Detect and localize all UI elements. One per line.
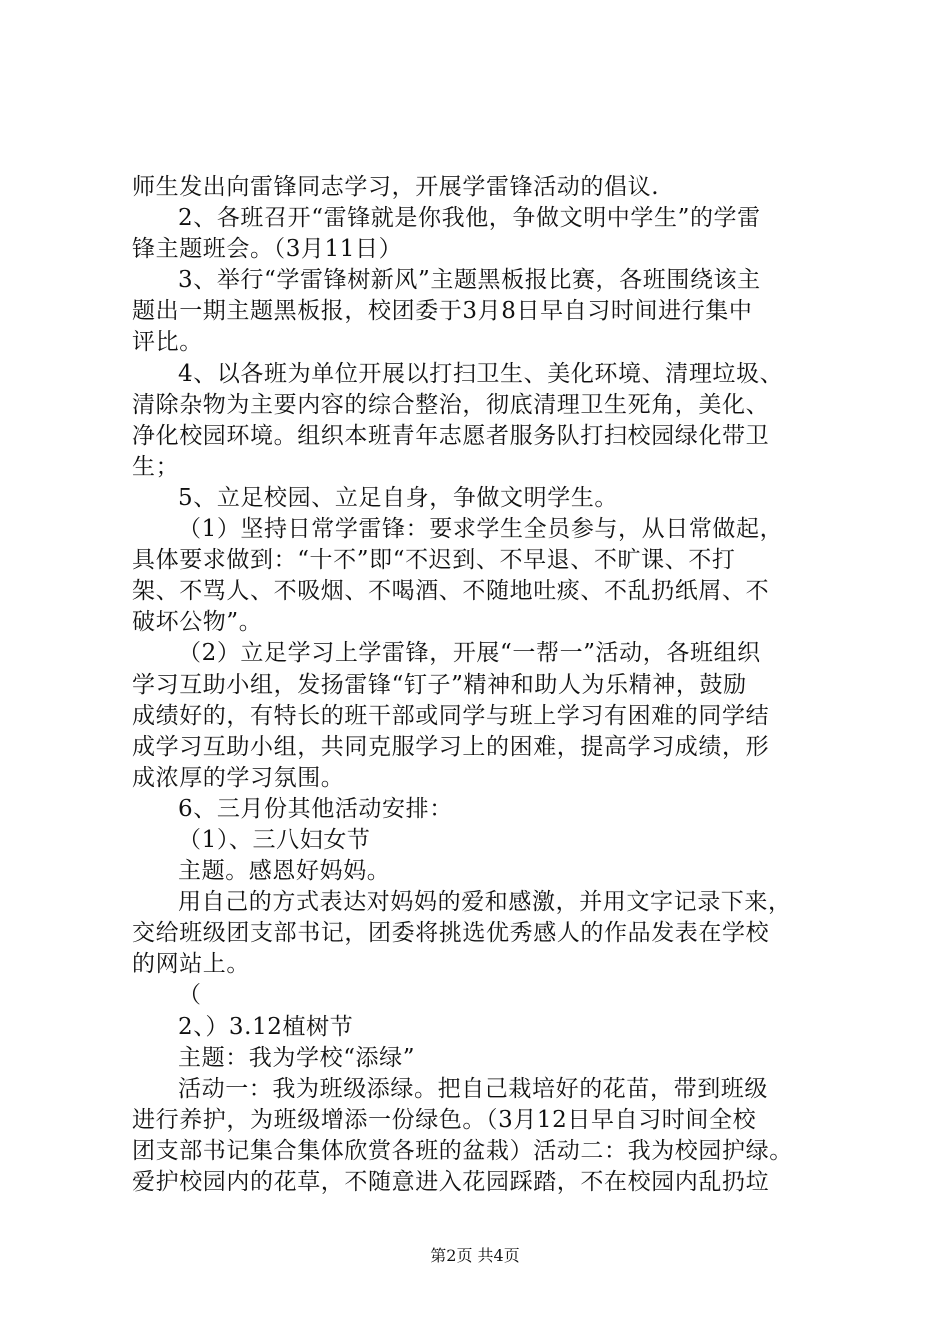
text-line: 主题：我为学校“添绿” [178, 1044, 416, 1071]
text-line: 6、三月份其他活动安排： [178, 795, 453, 822]
text-line: 成学习互助小组，共同克服学习上的困难，提高学习成绩，形 [132, 733, 770, 760]
text-line: 评比。 [132, 329, 203, 356]
text-line: 2、各班召开“雷锋就是你我他，争做文明中学生”的学雷 [178, 205, 761, 232]
text-line: 师生发出向雷锋同志学习，开展学雷锋活动的倡议. [132, 174, 660, 200]
text-line: 团支部书记集合集体欣赏各班的盆栽）活动二：我为校园护绿。 [132, 1137, 793, 1164]
text-line: 3、举行“学雷锋树新风”主题黑板报比赛，各班围绕该主 [178, 267, 761, 294]
text-line: 破坏公物”。 [132, 609, 263, 636]
text-line: 具体要求做到：“十不”即“不迟到、不早退、不旷课、不打 [132, 547, 736, 574]
text-line: （ [178, 982, 202, 1009]
text-line: 进行养护，为班级增添一份绿色。（3月12日早自习时间全校 [132, 1106, 757, 1133]
text-line: 交给班级团支部书记，团委将挑选优秀感人的作品发表在学校 [132, 920, 770, 947]
text-line: 清除杂物为主要内容的综合整治，彻底清理卫生死角，美化、 [132, 391, 770, 418]
text-line: 题出一期主题黑板报，校团委于3月8日早自习时间进行集中 [132, 298, 753, 325]
text-line: 成绩好的，有特长的班干部或同学与班上学习有困难的同学结 [132, 702, 770, 729]
text-line: 学习互助小组，发扬雷锋“钉子”精神和助人为乐精神，鼓励 [132, 671, 747, 698]
text-line: 锋主题班会。（3月11日） [132, 236, 403, 263]
text-line: 活动一：我为班级添绿。把自己栽培好的花苗，带到班级 [178, 1075, 768, 1102]
text-line: （1）坚持日常学雷锋：要求学生全员参与，从日常做起， [178, 516, 784, 543]
text-line: 5、立足校园、立足自身，争做文明学生。 [178, 484, 619, 511]
text-line: 4、以各班为单位开展以打扫卫生、美化环境、清理垃圾、 [178, 360, 784, 387]
text-line: 生； [132, 453, 180, 480]
text-line: （1）、三八妇女节 [178, 826, 371, 853]
text-line: 架、不骂人、不吸烟、不喝酒、不随地吐痰、不乱扔纸屑、不 [132, 578, 770, 605]
text-line: 用自己的方式表达对妈妈的爱和感激，并用文字记录下来， [178, 889, 792, 916]
text-line: （2）立足学习上学雷锋，开展“一帮一”活动，各班组织 [178, 640, 761, 667]
text-line: 净化校园环境。组织本班青年志愿者服务队打扫校园绿化带卫 [132, 422, 770, 449]
document-body [132, 172, 832, 1198]
text-line: 的网站上。 [132, 951, 250, 978]
text-line: 主题。感恩好妈妈。 [178, 858, 391, 885]
page-footer: 第2页 共4页 [430, 1246, 520, 1265]
text-line: 成浓厚的学习氛围。 [132, 764, 345, 791]
text-line: 2、）3.12植树节 [178, 1013, 354, 1040]
text-line: 爱护校园内的花草，不随意进入花园踩踏，不在校园内乱扔垃 [132, 1169, 770, 1195]
